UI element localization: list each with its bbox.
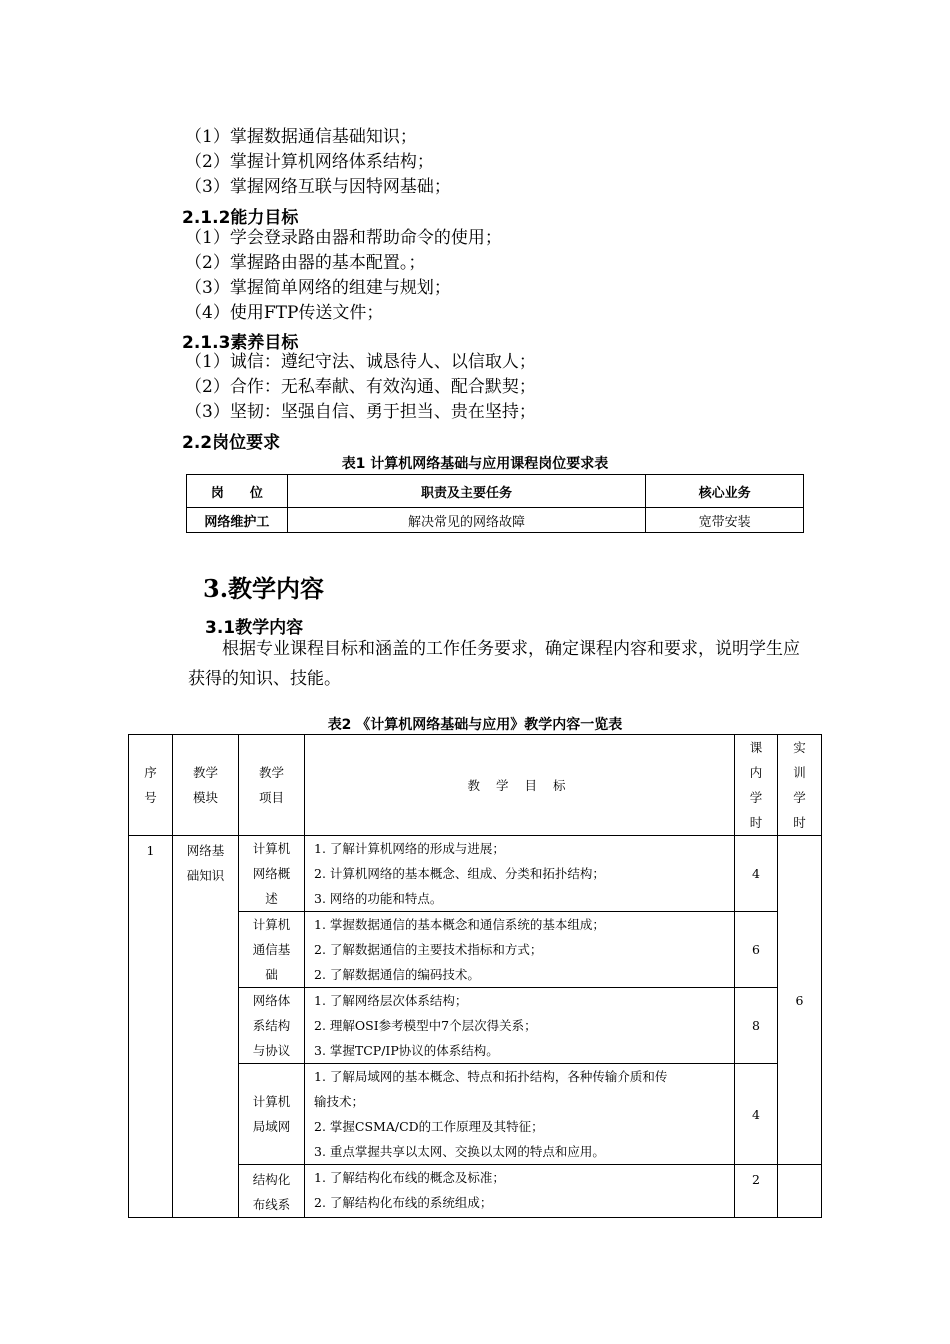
content-table (128, 734, 822, 1218)
section3-title: 3.教学内容 (203, 574, 325, 603)
project-cell: 计算机 通信基 础 (239, 912, 305, 988)
project-cell: 结构化 布线系 (239, 1165, 305, 1218)
table1-header-duties: 职责及主要任务 (287, 475, 645, 508)
post-requirements-table (186, 474, 804, 533)
knowledge-item: （1）掌握数据通信基础知识； (185, 127, 417, 147)
header-project: 教学 项目 (239, 735, 305, 836)
header-goal: 教 学 目 标 (305, 735, 735, 836)
project-cell: 网络体 系结构 与协议 (239, 988, 305, 1064)
knowledge-item: （3）掌握网络互联与因特网基础； (185, 177, 451, 197)
ability-item: （1）学会登录路由器和帮助命令的使用； (185, 228, 502, 248)
header-seq: 序 号 (129, 735, 173, 836)
class-hours-cell: 6 (735, 912, 778, 988)
ability-item: （4）使用FTP传送文件； (185, 303, 384, 323)
table1-cell-post: 网络维护工 (187, 508, 288, 533)
header-practice-hours: 实 训 学 时 (778, 735, 822, 836)
section31-paragraph: 根据专业课程目标和涵盖的工作任务要求，确定课程内容和要求，说明学生应获得的知识、技能。 (188, 639, 800, 689)
practice-hours-cell: 6 (778, 836, 822, 1165)
quality-item: （3）坚韧：坚强自信、勇于担当、贵在坚持； (185, 402, 536, 422)
header-module: 教学 模块 (173, 735, 239, 836)
seq-cell: 1 (129, 836, 173, 1218)
class-hours-cell: 2 (735, 1165, 778, 1218)
module-cell: 网络基 础知识 (173, 836, 239, 1218)
goals-cell: 1. 了解结构化布线的概念及标准； 2. 了解结构化布线的系统组成； (305, 1165, 735, 1218)
class-hours-cell: 4 (735, 836, 778, 912)
ability-heading: 2.1.2能力目标 (182, 208, 299, 228)
project-cell: 计算机 局域网 (239, 1064, 305, 1165)
quality-heading: 2.1.3素养目标 (182, 333, 299, 353)
quality-item: （1）诚信：遵纪守法、诚恳待人、以信取人； (185, 352, 536, 372)
table2-caption: 表2 《计算机网络基础与应用》教学内容一览表 (327, 717, 623, 733)
goals-cell: 1. 掌握数据通信的基本概念和通信系统的基本组成； 2. 了解数据通信的主要技术指标和方式； 2. 了解数据通信的编码技术。 (305, 912, 735, 988)
table1-header-core: 核心业务 (646, 475, 804, 508)
knowledge-item: （2）掌握计算机网络体系结构； (185, 152, 434, 172)
project-cell: 计算机 网络概 述 (239, 836, 305, 912)
goals-cell: 1. 了解局域网的基本概念、特点和拓扑结构，各种传输介质和传 输技术； 2. 掌握CSMA/CD的工作原理及其特征； 3. 重点掌握共享以太网、交换以太网的特点和应用。 (305, 1064, 735, 1165)
table1-cell-duties: 解决常见的网络故障 (287, 508, 645, 533)
quality-item: （2）合作：无私奉献、有效沟通、配合默契； (185, 377, 536, 397)
table1-header-post: 岗 位 (187, 475, 288, 508)
goals-cell: 1. 了解网络层次体系结构； 2. 理解OSI参考模型中7个层次得关系； 3. 掌握TCP/IP协议的体系结构。 (305, 988, 735, 1064)
class-hours-cell: 4 (735, 1064, 778, 1165)
class-hours-cell: 8 (735, 988, 778, 1064)
section31-heading: 3.1教学内容 (205, 618, 304, 638)
post-heading: 2.2岗位要求 (182, 433, 281, 453)
practice-hours-cell-empty (778, 1165, 822, 1218)
table1-caption: 表1 计算机网络基础与应用课程岗位要求表 (341, 456, 609, 472)
goals-cell: 1. 了解计算机网络的形成与进展； 2. 计算机网络的基本概念、组成、分类和拓扑结构； 3. 网络的功能和特点。 (305, 836, 735, 912)
header-class-hours: 课 内 学 时 (735, 735, 778, 836)
table1-cell-core: 宽带安装 (646, 508, 804, 533)
ability-item: （3）掌握简单网络的组建与规划； (185, 278, 451, 298)
ability-item: （2）掌握路由器的基本配置。； (185, 253, 426, 273)
